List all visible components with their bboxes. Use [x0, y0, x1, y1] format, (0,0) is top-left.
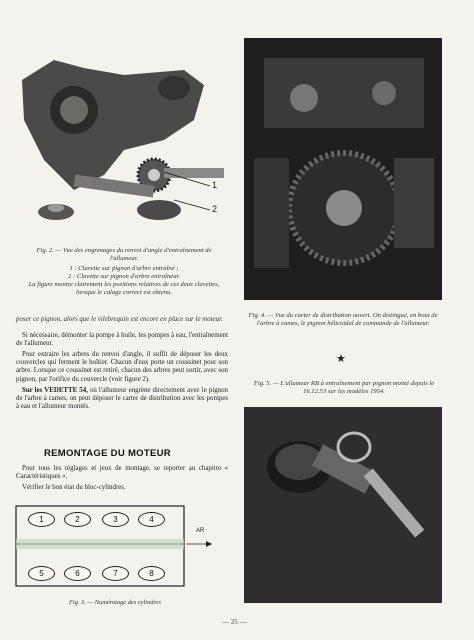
separator-star: ★	[336, 353, 346, 365]
arrow-ar-icon	[186, 537, 216, 553]
section-heading: REMONTAGE DU MOTEUR	[44, 448, 171, 459]
paragraph-3: Pour extraire les arbres du renvoi d'angle, il suffit de déposer les deux couvercles qui ferment le boîtier. Chacun d'eux porte un coussinet pour son arbre. Lorsque ce coussinet est retiré, chacun des arbres peut sortir, avec son pignon, par l'orifice du couvercle (voir figure 2).	[16, 351, 228, 383]
body-column	[16, 316, 228, 414]
fig2-title: Fig. 2. — Vue des engrenages du renvoi d'angle d'entraînement de l'allumeur.	[36, 247, 212, 262]
paragraph-4-rest: où l'allumeur engrène directement avec le pignon de l'arbre à cames, on peut déposer le carter de distribution avec les pompes à eau et l'allumeur montés.	[16, 386, 228, 410]
distribution-housing-illustration	[244, 38, 442, 300]
cylinder-5: 5	[28, 566, 55, 581]
cylinder-block-diagram	[14, 503, 186, 588]
fig2-note: La figure montre clairement les positions relatives de ces deux clavettes, lorsque le calage correct est obtenu.	[28, 281, 220, 296]
fig2-caption	[24, 247, 224, 297]
callout-2: 2	[212, 204, 218, 214]
cylinder-1: 1	[28, 512, 55, 527]
body-column-2	[16, 465, 228, 495]
fig5-photo	[244, 407, 442, 603]
vedette-label: Sur les VEDETTE 54,	[22, 386, 88, 394]
fig3-caption: Fig. 3. — Numérotage des cylindres	[69, 599, 161, 606]
gear-assembly-illustration	[14, 40, 224, 228]
distributor-illustration	[244, 407, 442, 603]
cylinder-7: 7	[102, 566, 129, 581]
fig2-item2: 2 : Clavette sur pignon d'arbre entraîneur.	[68, 273, 180, 280]
page-number: — 25 —	[222, 618, 247, 626]
paragraph-1: poser ce pignon, alors que le vilebrequin est encore en place sur le moteur.	[16, 316, 223, 323]
cylinder-6: 6	[64, 566, 91, 581]
cylinder-8: 8	[138, 566, 165, 581]
ar-label: AR	[196, 528, 205, 534]
paragraph-5: Pour tous les réglages et jeux de montage, se reporter au chapitre « Caractéristiques ».	[16, 465, 228, 481]
fig2-photo	[14, 40, 224, 228]
fig5-caption: Fig. 5. — L'allumeur RB à entraînement par pignon monté depuis le 16.12.53 sur les modèles 1954.	[253, 380, 435, 395]
cylinder-3: 3	[102, 512, 129, 527]
cylinder-4: 4	[138, 512, 165, 527]
fig2-item1: 1 : Clavette sur pignon d'arbre entraîné ;	[69, 265, 179, 272]
callout-1: 1	[212, 180, 218, 190]
cylinder-2: 2	[64, 512, 91, 527]
fig4-caption: Fig. 4. — Vue du carter de distribution ouvert. On distingue, en bout de l'arbre à cames, le pignon hélicoïdal de commande de l'allumeur.	[248, 312, 438, 327]
fig4-photo	[244, 38, 442, 300]
paragraph-4	[16, 387, 228, 411]
paragraph-2: Si nécessaire, démonter la pompe à huile, les pompes à eau, l'entraînement de l'allumeur.	[16, 332, 228, 348]
paragraph-6: Vérifier le bon état du bloc-cylindres.	[22, 484, 126, 492]
